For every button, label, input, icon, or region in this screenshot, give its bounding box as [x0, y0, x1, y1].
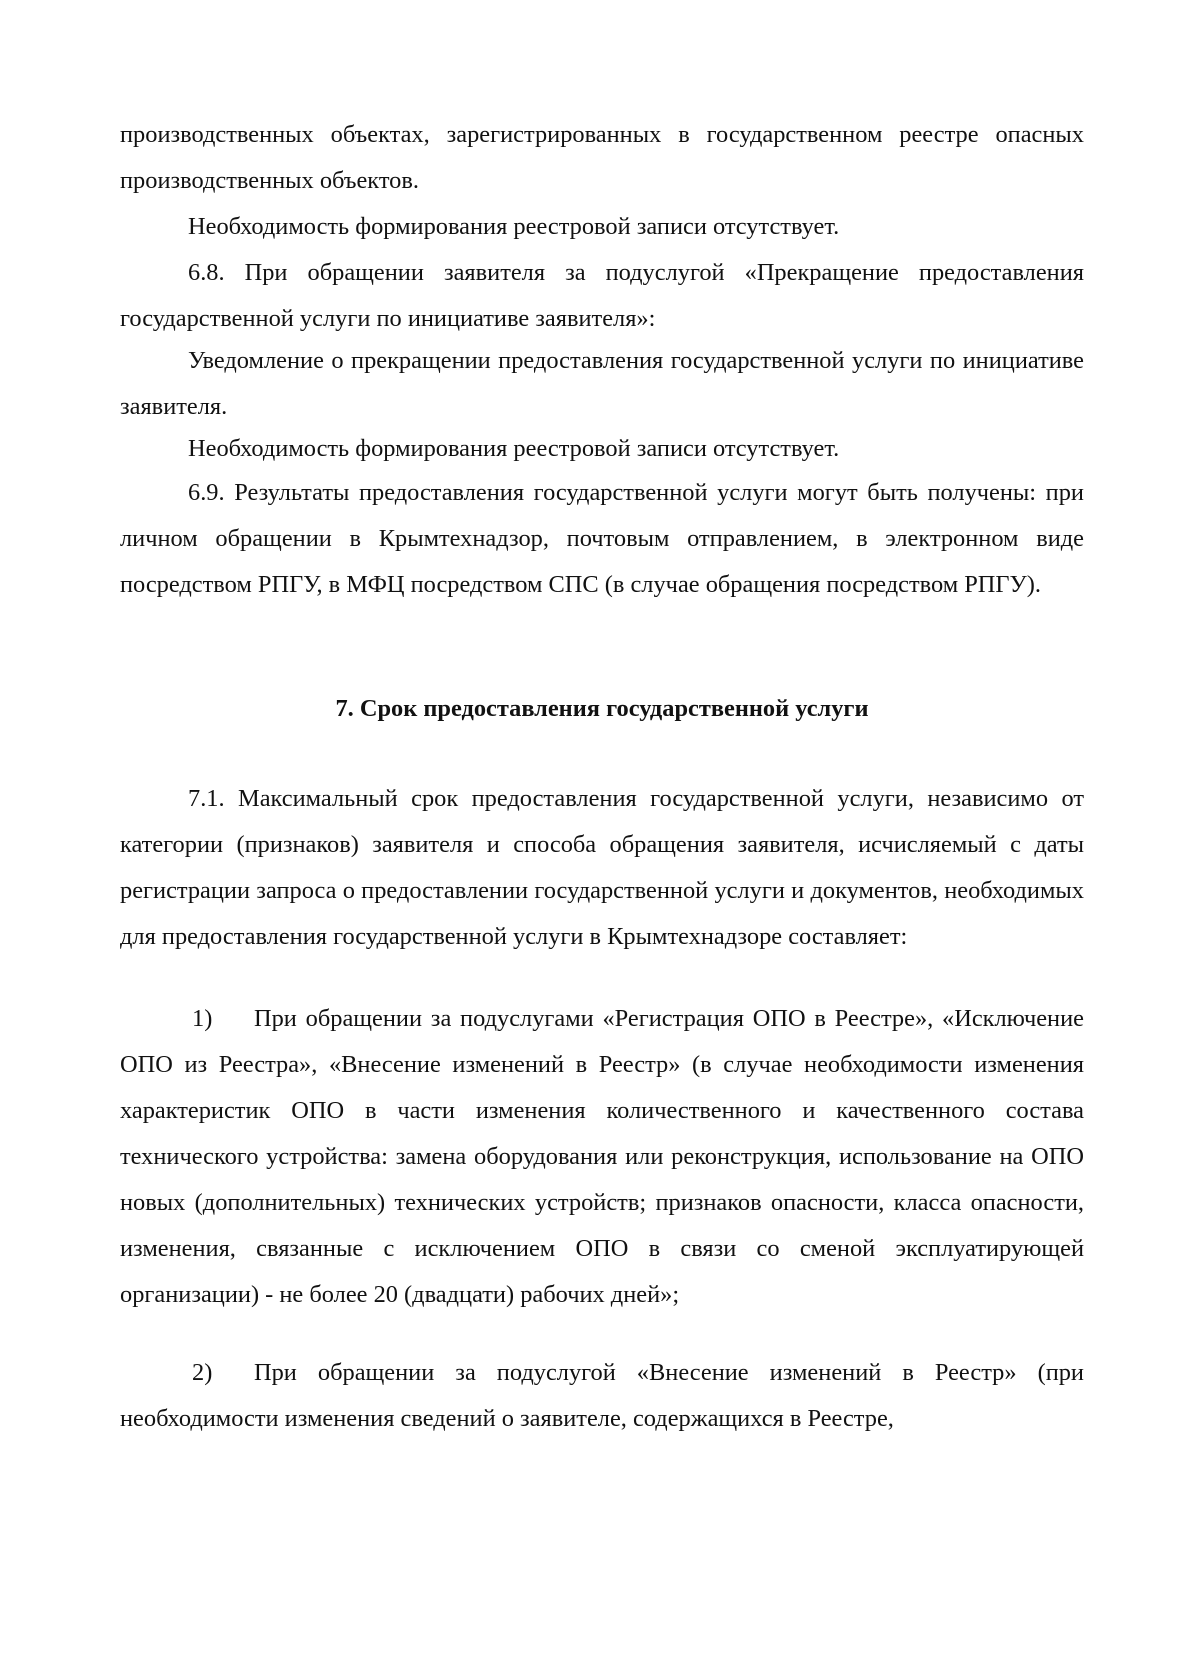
paragraph-6-8: 6.8. При обращении заявителя за подуслугой «Прекращение предоставления государственной услуги по инициативе заявителя»:	[120, 259, 1084, 332]
paragraph-7-1: 7.1. Максимальный срок предоставления государственной услуги, независимо от категории (признаков) заявителя и способа обращения заявителя, исчисляемый с даты регистрации запроса о предоставлении государственной услуги и документов, необходимых для предоставления государственной услуги в Крымтехнадзоре составляет:	[120, 785, 1084, 950]
list-item-2	[120, 1350, 1084, 1442]
list-item-2-number: 2)	[192, 1359, 213, 1386]
list-item-2-text: При обращении за подуслугой «Внесение изменений в Реестр» (при необходимости изменения сведений о заявителе, содержащихся в Реестре,	[120, 1359, 1084, 1432]
paragraph-no-registry-record-2: Необходимость формирования реестровой записи отсутствует.	[188, 435, 840, 462]
paragraph-continuation: производственных объектах, зарегистрированных в государственном реестре опасных производственных объектов.	[120, 121, 1084, 194]
paragraph-notification: Уведомление о прекращении предоставления государственной услуги по инициативе заявителя.	[120, 347, 1084, 420]
paragraph-no-registry-record-1: Необходимость формирования реестровой записи отсутствует.	[188, 213, 840, 240]
list-item-1-number: 1)	[192, 1005, 213, 1032]
section-heading: 7. Срок предоставления государственной услуги	[335, 695, 869, 722]
list-item-1	[120, 996, 1084, 1318]
paragraph-6-9: 6.9. Результаты предоставления государственной услуги могут быть получены: при личном обращении в Крымтехнадзор, почтовым отправлением, в электронном виде посредством РПГУ, в МФЦ посредством СПС (в случае обращения посредством РПГУ).	[120, 479, 1084, 598]
list-item-1-text: При обращении за подуслугами «Регистрация ОПО в Реестре», «Исключение ОПО из Реестра», «Внесение изменений в Реестр» (в случае необходимости изменения характеристик ОПО в части изменения количественного и качественного состава технического устройства: замена оборудования или реконструкция, использование на ОПО новых (дополнительных) технических устройств; признаков опасности, класса опасности, изменения, связанные с исключением ОПО в связи со сменой эксплуатирующей организации) - не более 20 (двадцати) рабочих дней»;	[120, 1005, 1084, 1308]
